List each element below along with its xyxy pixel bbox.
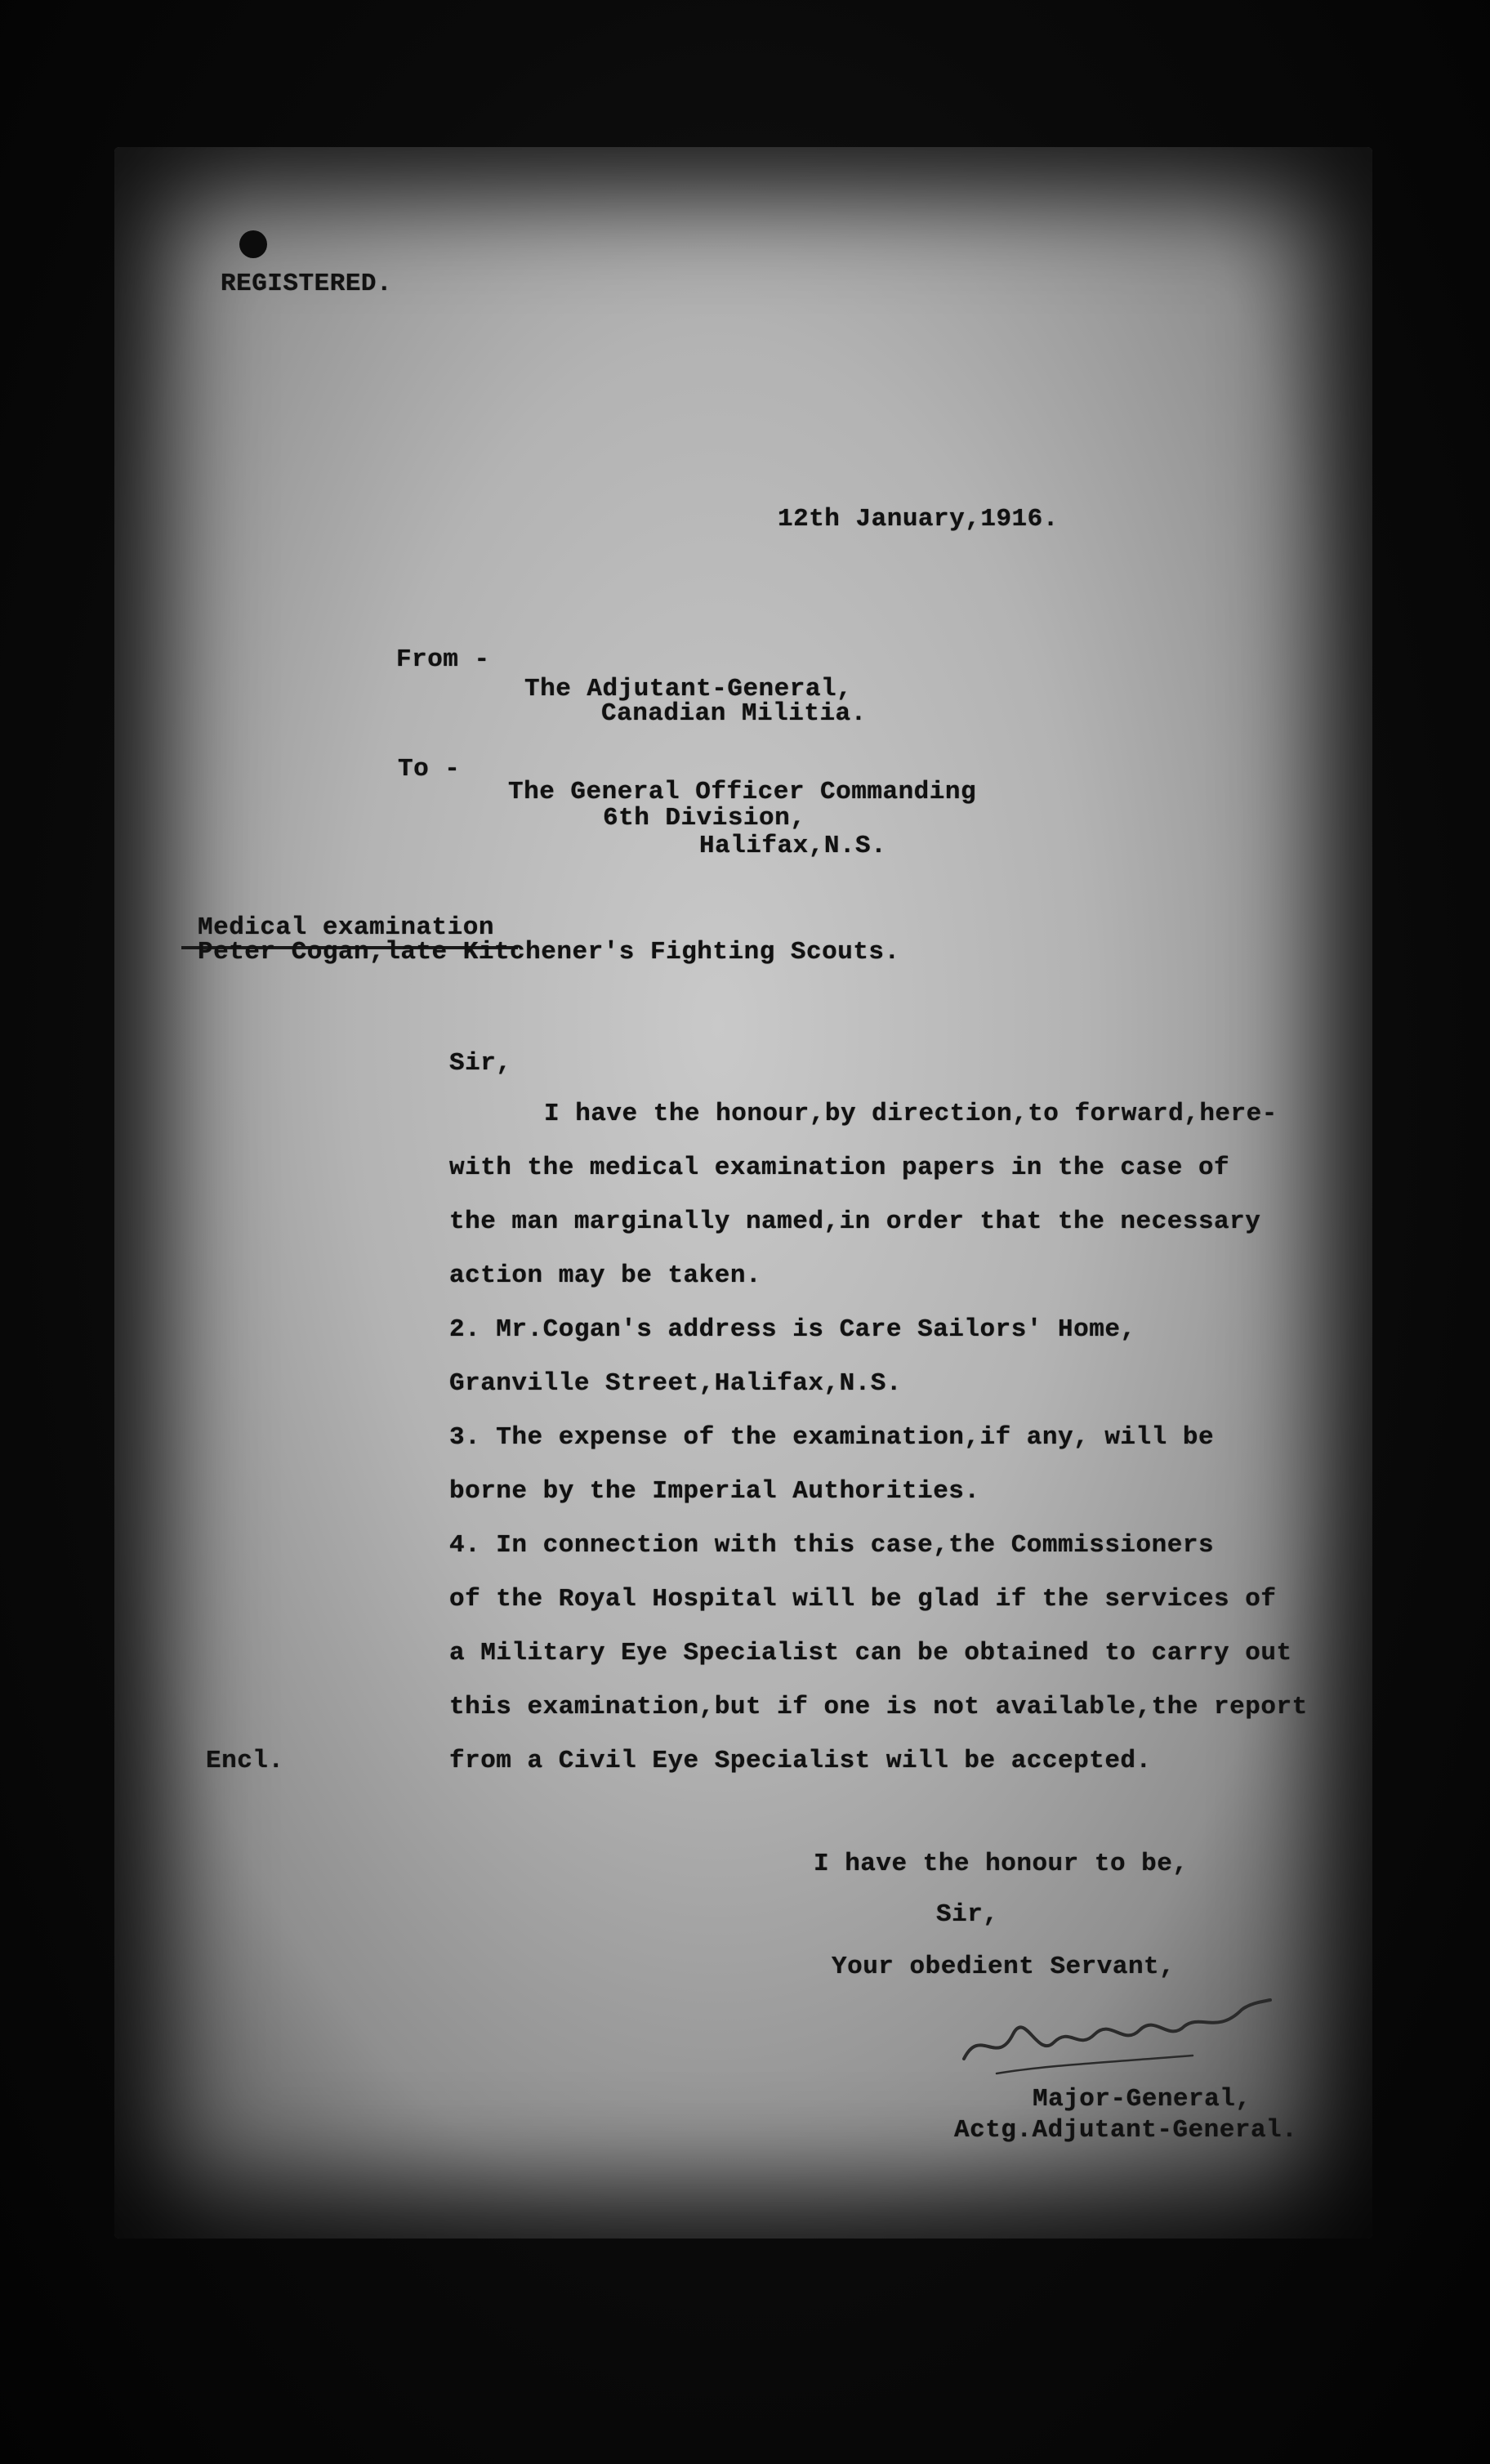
letter-date: 12th January,1916. xyxy=(778,505,1059,533)
from-line-2: Canadian Militia. xyxy=(601,699,867,728)
enclosure-note: Encl. xyxy=(206,1747,284,1775)
handwritten-signature xyxy=(948,1977,1274,2091)
from-line-1: The Adjutant-General, xyxy=(524,675,853,703)
signatory-rank: Major-General, xyxy=(1033,2085,1251,2114)
to-line-3: Halifax,N.S. xyxy=(699,832,887,860)
body-line: 3. The expense of the examination,if any, will be xyxy=(449,1423,1215,1452)
closing-line-1: I have the honour to be, xyxy=(814,1850,1189,1878)
body-line: I have the honour,by direction,to forward,here- xyxy=(544,1100,1278,1128)
registered-stamp: REGISTERED. xyxy=(221,270,393,298)
body-line: 2. Mr.Cogan's address is Care Sailors' Home, xyxy=(449,1315,1136,1344)
punch-hole xyxy=(239,230,267,258)
body-line: 4. In connection with this case,the Commissioners xyxy=(449,1531,1215,1560)
letter-page xyxy=(114,147,1372,2239)
closing-line-3: Your obedient Servant, xyxy=(832,1953,1175,1981)
subject-line-2: Peter Cogan,late Kitchener's Fighting Scouts. xyxy=(198,938,900,966)
body-line: this examination,but if one is not available,the report xyxy=(449,1693,1308,1721)
body-line: the man marginally named,in order that the necessary xyxy=(449,1207,1261,1236)
from-label: From - xyxy=(396,645,490,674)
body-line: borne by the Imperial Authorities. xyxy=(449,1477,980,1506)
signatory-title: Actg.Adjutant-General. xyxy=(954,2116,1298,2145)
body-line: with the medical examination papers in the case of xyxy=(449,1154,1230,1182)
salutation: Sir, xyxy=(449,1049,512,1078)
to-label: To - xyxy=(398,755,461,783)
closing-line-2: Sir, xyxy=(936,1900,999,1929)
to-line-2: 6th Division, xyxy=(603,804,806,832)
body-line: of the Royal Hospital will be glad if the services of xyxy=(449,1585,1277,1614)
body-line: action may be taken. xyxy=(449,1261,762,1290)
body-line: from a Civil Eye Specialist will be accepted. xyxy=(449,1747,1152,1775)
body-line: a Military Eye Specialist can be obtained to carry out xyxy=(449,1639,1292,1667)
to-line-1: The General Officer Commanding xyxy=(508,778,977,806)
subject-line-1: Medical examination xyxy=(198,913,494,942)
body-line: Granville Street,Halifax,N.S. xyxy=(449,1369,902,1398)
